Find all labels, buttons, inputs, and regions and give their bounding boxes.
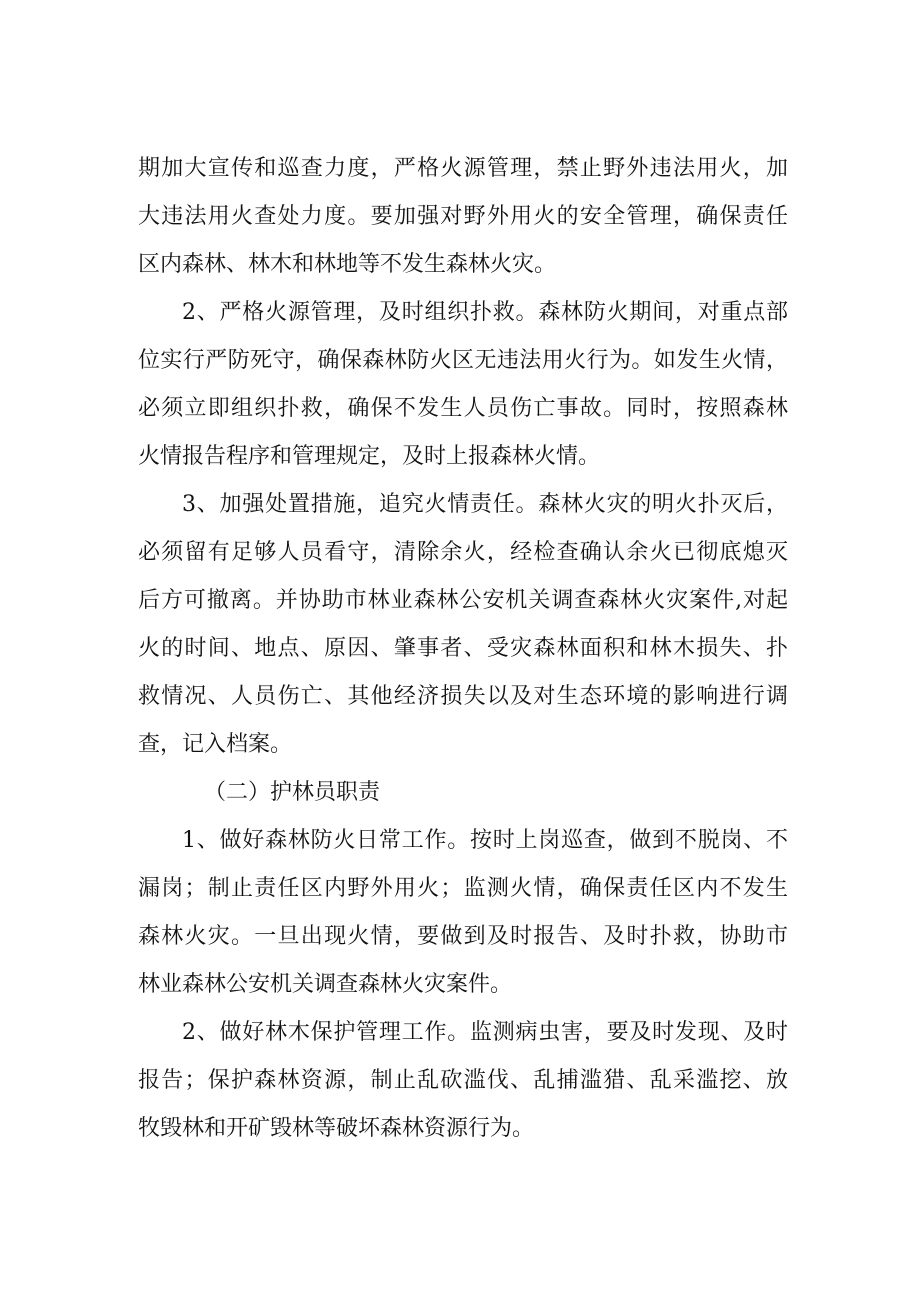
section-heading: （二）护林员职责	[204, 780, 381, 805]
paragraph-line: 林业森林公安机关调查森林火灾案件。	[138, 972, 513, 997]
paragraph-line: 1、做好森林防火日常工作。按时上岗巡查，做到不脱岗、不	[182, 828, 788, 853]
paragraph-line: 森林火灾。一旦出现火情，要做到及时报告、及时扑救，协助市	[138, 924, 788, 949]
paragraph-line: 漏岗；制止责任区内野外用火；监测火情，确保责任区内不发生	[138, 876, 788, 901]
paragraph-line: 报告；保护森林资源，制止乱砍滥伐、乱捕滥猎、乱采滥挖、放	[138, 1068, 788, 1093]
paragraph-line: 必须立即组织扑救，确保不发生人员伤亡事故。同时，按照森林	[138, 396, 788, 421]
paragraph-line: 区内森林、林木和林地等不发生森林火灾。	[138, 252, 557, 277]
paragraph-line: 大违法用火查处力度。要加强对野外用火的安全管理，确保责任	[138, 204, 788, 229]
paragraph-line: 2、做好林木保护管理工作。监测病虫害，要及时发现、及时	[182, 1020, 788, 1045]
document-body	[138, 145, 788, 1153]
paragraph-line: 牧毁林和开矿毁林等破坏森林资源行为。	[138, 1116, 535, 1141]
paragraph-line: 火的时间、地点、原因、肇事者、受灾森林面积和林木损失、扑	[138, 636, 788, 661]
paragraph-line: 位实行严防死守，确保森林防火区无违法用火行为。如发生火情，	[138, 348, 788, 373]
paragraph-line: 查，记入档案。	[138, 732, 293, 757]
paragraph-line: 3、加强处置措施，追究火情责任。森林火灾的明火扑灭后，	[182, 492, 788, 517]
paragraph-line: 必须留有足够人员看守，清除余火，经检查确认余火已彻底熄灭	[138, 540, 788, 565]
paragraph-line: 救情况、人员伤亡、其他经济损失以及对生态环境的影响进行调	[138, 684, 788, 709]
paragraph-line: 期加大宣传和巡查力度，严格火源管理，禁止野外违法用火，加	[138, 156, 788, 181]
paragraph-line: 火情报告程序和管理规定，及时上报森林火情。	[138, 444, 601, 469]
paragraph-line: 后方可撤离。并协助市林业森林公安机关调查森林火灾案件,对起	[138, 588, 788, 613]
paragraph-line: 2、严格火源管理，及时组织扑救。森林防火期间，对重点部	[182, 300, 788, 325]
